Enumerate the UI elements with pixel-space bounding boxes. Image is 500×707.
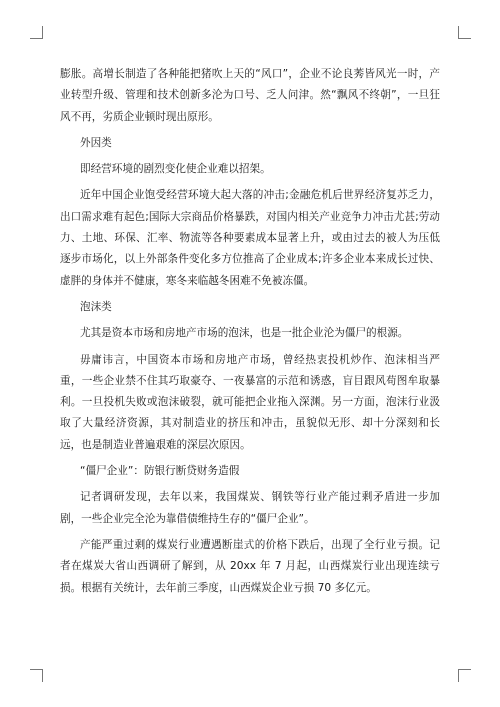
page-corner-mark-bottom-left (30, 669, 43, 682)
page-corner-mark-bottom-right (458, 669, 471, 682)
paragraph: 产能严重过剩的煤炭行业遭遇断崖式的价格下跌后，出现了全行业亏损。记者在煤炭大省山西调研了解到，从 20xx 年 7 月起，山西煤炭行业出现连续亏损。根据有关统计，去年前三季度，山西煤炭企业亏损 70 多亿元。 (60, 538, 440, 594)
paragraph: 近年中国企业饱受经营环境大起大落的冲击;金融危机后世界经济复苏乏力，出口需求难有起色;国际大宗商品价格暴跌，对国内相关产业竞争力冲击尤甚;劳动力、土地、环保、汇率、物流等各种要素成本显著上升，或由过去的被人为压低逐步市场化，以上外部条件变化多方位推高了企业成本;许多企业本来成长过快、虚胖的身体并不健康，寒冬来临越冬困难不免被冻僵。 (60, 189, 440, 287)
paragraph: 尤其是资本市场和房地产市场的泡沫，也是一批企业沦为僵尸的根源。 (80, 327, 409, 340)
section-heading-external: 外因类 (80, 136, 112, 149)
section-heading-bubble: 泡沫类 (80, 300, 112, 313)
paragraph: 即经营环境的剧烈变化使企业难以招架。 (80, 163, 271, 176)
paragraph: 记者调研发现，去年以来，我国煤炭、钢铁等行业产能过剩矛盾进一步加剧，一些企业完全沦为靠借债维持生存的“僵尸企业”。 (60, 491, 440, 525)
page-corner-mark-top-left (30, 26, 43, 39)
paragraph: 毋庸讳言，中国资本市场和房地产市场，曾经热衷投机炒作、泡沫相当严重，一些企业禁不住其巧取豪夺、一夜暴富的示范和诱惑，盲目跟风苟图牟取暴利。一旦投机失败或泡沫破裂，就可能把企业拖入深渊。另一方面，泡沫行业汲取了大量经济资源，其对制造业的挤压和冲击，虽貌似无形、却十分深刻和长远，也是制造业普遍艰难的深层次原因。 (60, 353, 440, 451)
page-corner-mark-top-right (458, 26, 471, 39)
document-body (60, 64, 440, 604)
section-heading-zombie: “僵尸企业”：防银行断贷财务造假 (80, 465, 240, 478)
paragraph-continued: 膨胀。高增长制造了各种能把猪吹上天的“风口”，企业不论良莠皆风光一时，产业转型升级、管理和技术创新多沦为口号、乏人问津。然“飘风不终朝”，一旦狂风不再，劣质企业顿时现出原形。 (60, 68, 440, 123)
